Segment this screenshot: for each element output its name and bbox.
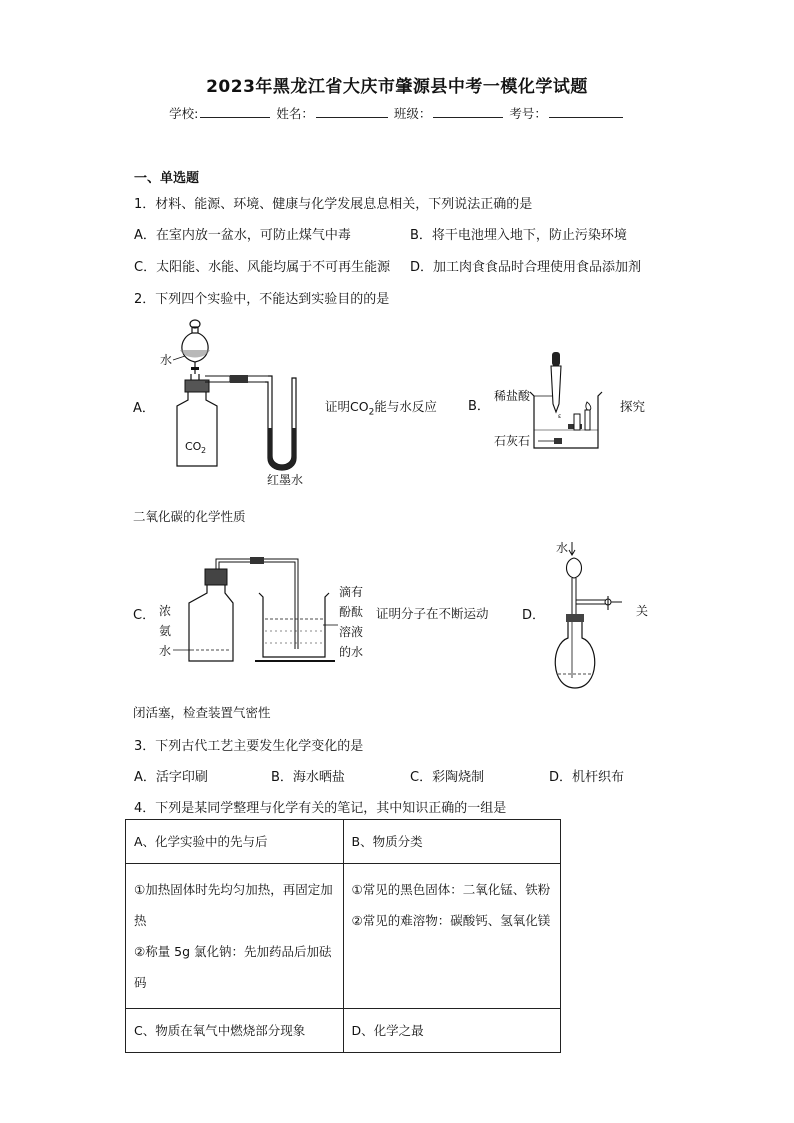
q2-c-ammonia-label-1: 浓 (159, 604, 172, 618)
q2-a-ink-label: 红墨水 (267, 473, 304, 487)
q2-c-ammonia-label-3: 水 (159, 644, 172, 658)
class-blank[interactable] (433, 105, 503, 118)
q2-option-c-text[interactable]: 证明分子在不断运动 (376, 606, 489, 621)
q4-cell-c-head[interactable]: C、物质在氧气中燃烧部分现象 (126, 1009, 344, 1053)
q2-a-apparatus-diagram (155, 318, 325, 493)
q2-a-water-label: 水 (160, 353, 173, 367)
class-label: 班级： (393, 106, 432, 121)
q2-a-co2-label: CO (185, 440, 202, 453)
page-title: 2023年黑龙江省大庆市肇源县中考一模化学试题 (206, 77, 588, 97)
q2-d-close-label: 关 (636, 604, 649, 618)
q2-b-limestone-label: 石灰石 (494, 434, 531, 448)
q2-b-acid-label: 稀盐酸 (494, 389, 531, 403)
q2-c-ammonia-label-2: 氨 (159, 624, 172, 638)
student-info-line (0, 104, 794, 122)
q2-b-beaker-diagram (490, 352, 620, 457)
q4-table-row (126, 820, 561, 864)
q3-option-d[interactable]: D．机杆织布 (549, 770, 625, 785)
svg-text:ε: ε (558, 413, 562, 420)
q2-option-b-text[interactable]: 探究 (620, 399, 646, 414)
q2-c-ammonia-diagram (155, 553, 375, 668)
name-label: 姓名： (276, 106, 314, 121)
q4-a-item-2: ②称量 5g 氯化钠：先加药品后加砝码 (134, 944, 332, 990)
q2-stem: 2．下列四个实验中，不能达到实验目的的是 (134, 292, 390, 307)
q2-option-b-letter[interactable]: B． (468, 399, 490, 414)
q4-b-item-2: ②常见的难溶物：碳酸钙、氢氧化镁 (351, 913, 551, 928)
q2-option-a-text[interactable] (325, 397, 437, 418)
q4-table-row (126, 1009, 561, 1053)
q2-a-text-main: 证明CO (325, 399, 369, 414)
q2-a-text-sub: 2 (368, 407, 375, 418)
school-blank[interactable] (200, 105, 270, 118)
q2-d-flask-diagram (550, 538, 655, 690)
exam-no-label: 考号： (509, 106, 547, 121)
q1-stem: 1．材料、能源、环境、健康与化学发展息息相关，下列说法正确的是 (134, 197, 533, 212)
q4-a-item-1: ①加热固体时先均匀加热，再固定加热 (134, 882, 333, 928)
q4-cell-d-head[interactable]: D、化学之最 (343, 1009, 561, 1053)
q2-c-phenol-label-1: 滴有 (339, 585, 364, 599)
q3-option-a[interactable]: A．活字印刷 (134, 770, 208, 785)
q1-option-c[interactable]: C．太阳能、水能、风能均属于不可再生能源 (134, 260, 391, 275)
q3-stem: 3．下列古代工艺主要发生化学变化的是 (134, 739, 364, 754)
q2-c-phenol-label-2: 酚酞 (339, 605, 364, 619)
name-blank[interactable] (316, 105, 388, 118)
q2-option-d-text: 闭活塞，检查装置气密性 (133, 705, 271, 720)
exam-no-blank[interactable] (549, 105, 623, 118)
section-heading: 一、单选题 (134, 171, 200, 186)
q2-option-a-letter[interactable]: A． (133, 401, 155, 416)
q2-option-b-text-cont: 二氧化碳的化学性质 (133, 509, 246, 524)
q2-d-water-label: 水 (556, 541, 569, 555)
q4-cell-a-body (126, 864, 344, 1009)
q1-option-a[interactable]: A．在室内放一盆水，可防止煤气中毒 (134, 228, 351, 243)
q2-a-text-tail: 能与水反应 (374, 399, 437, 414)
q4-cell-b-body (343, 864, 561, 1009)
q2-a-co2-subscript: 2 (201, 446, 207, 455)
q3-option-b[interactable]: B．海水晒盐 (271, 770, 345, 785)
q4-stem: 4．下列是某同学整理与化学有关的笔记，其中知识正确的一组是 (134, 801, 507, 816)
q2-option-d-letter[interactable]: D． (522, 608, 546, 623)
q4-cell-b-head[interactable]: B、物质分类 (343, 820, 561, 864)
q2-c-phenol-label-4: 的水 (339, 645, 364, 659)
q1-option-d[interactable]: D．加工肉食食品时合理使用食品添加剂 (410, 260, 642, 275)
q4-cell-a-head[interactable]: A、化学实验中的先与后 (126, 820, 344, 864)
q2-option-c-letter[interactable]: C． (133, 608, 156, 623)
q1-option-b[interactable]: B．将干电池埋入地下，防止污染环境 (410, 228, 627, 243)
q4-table-row (126, 864, 561, 1009)
q4-notes-table (125, 819, 561, 1053)
q4-b-item-1: ①常见的黑色固体：二氧化锰、铁粉 (351, 882, 551, 897)
q3-option-c[interactable]: C．彩陶烧制 (410, 770, 485, 785)
q2-c-phenol-label-3: 溶液 (339, 625, 364, 639)
school-label: 学校: (169, 106, 199, 121)
